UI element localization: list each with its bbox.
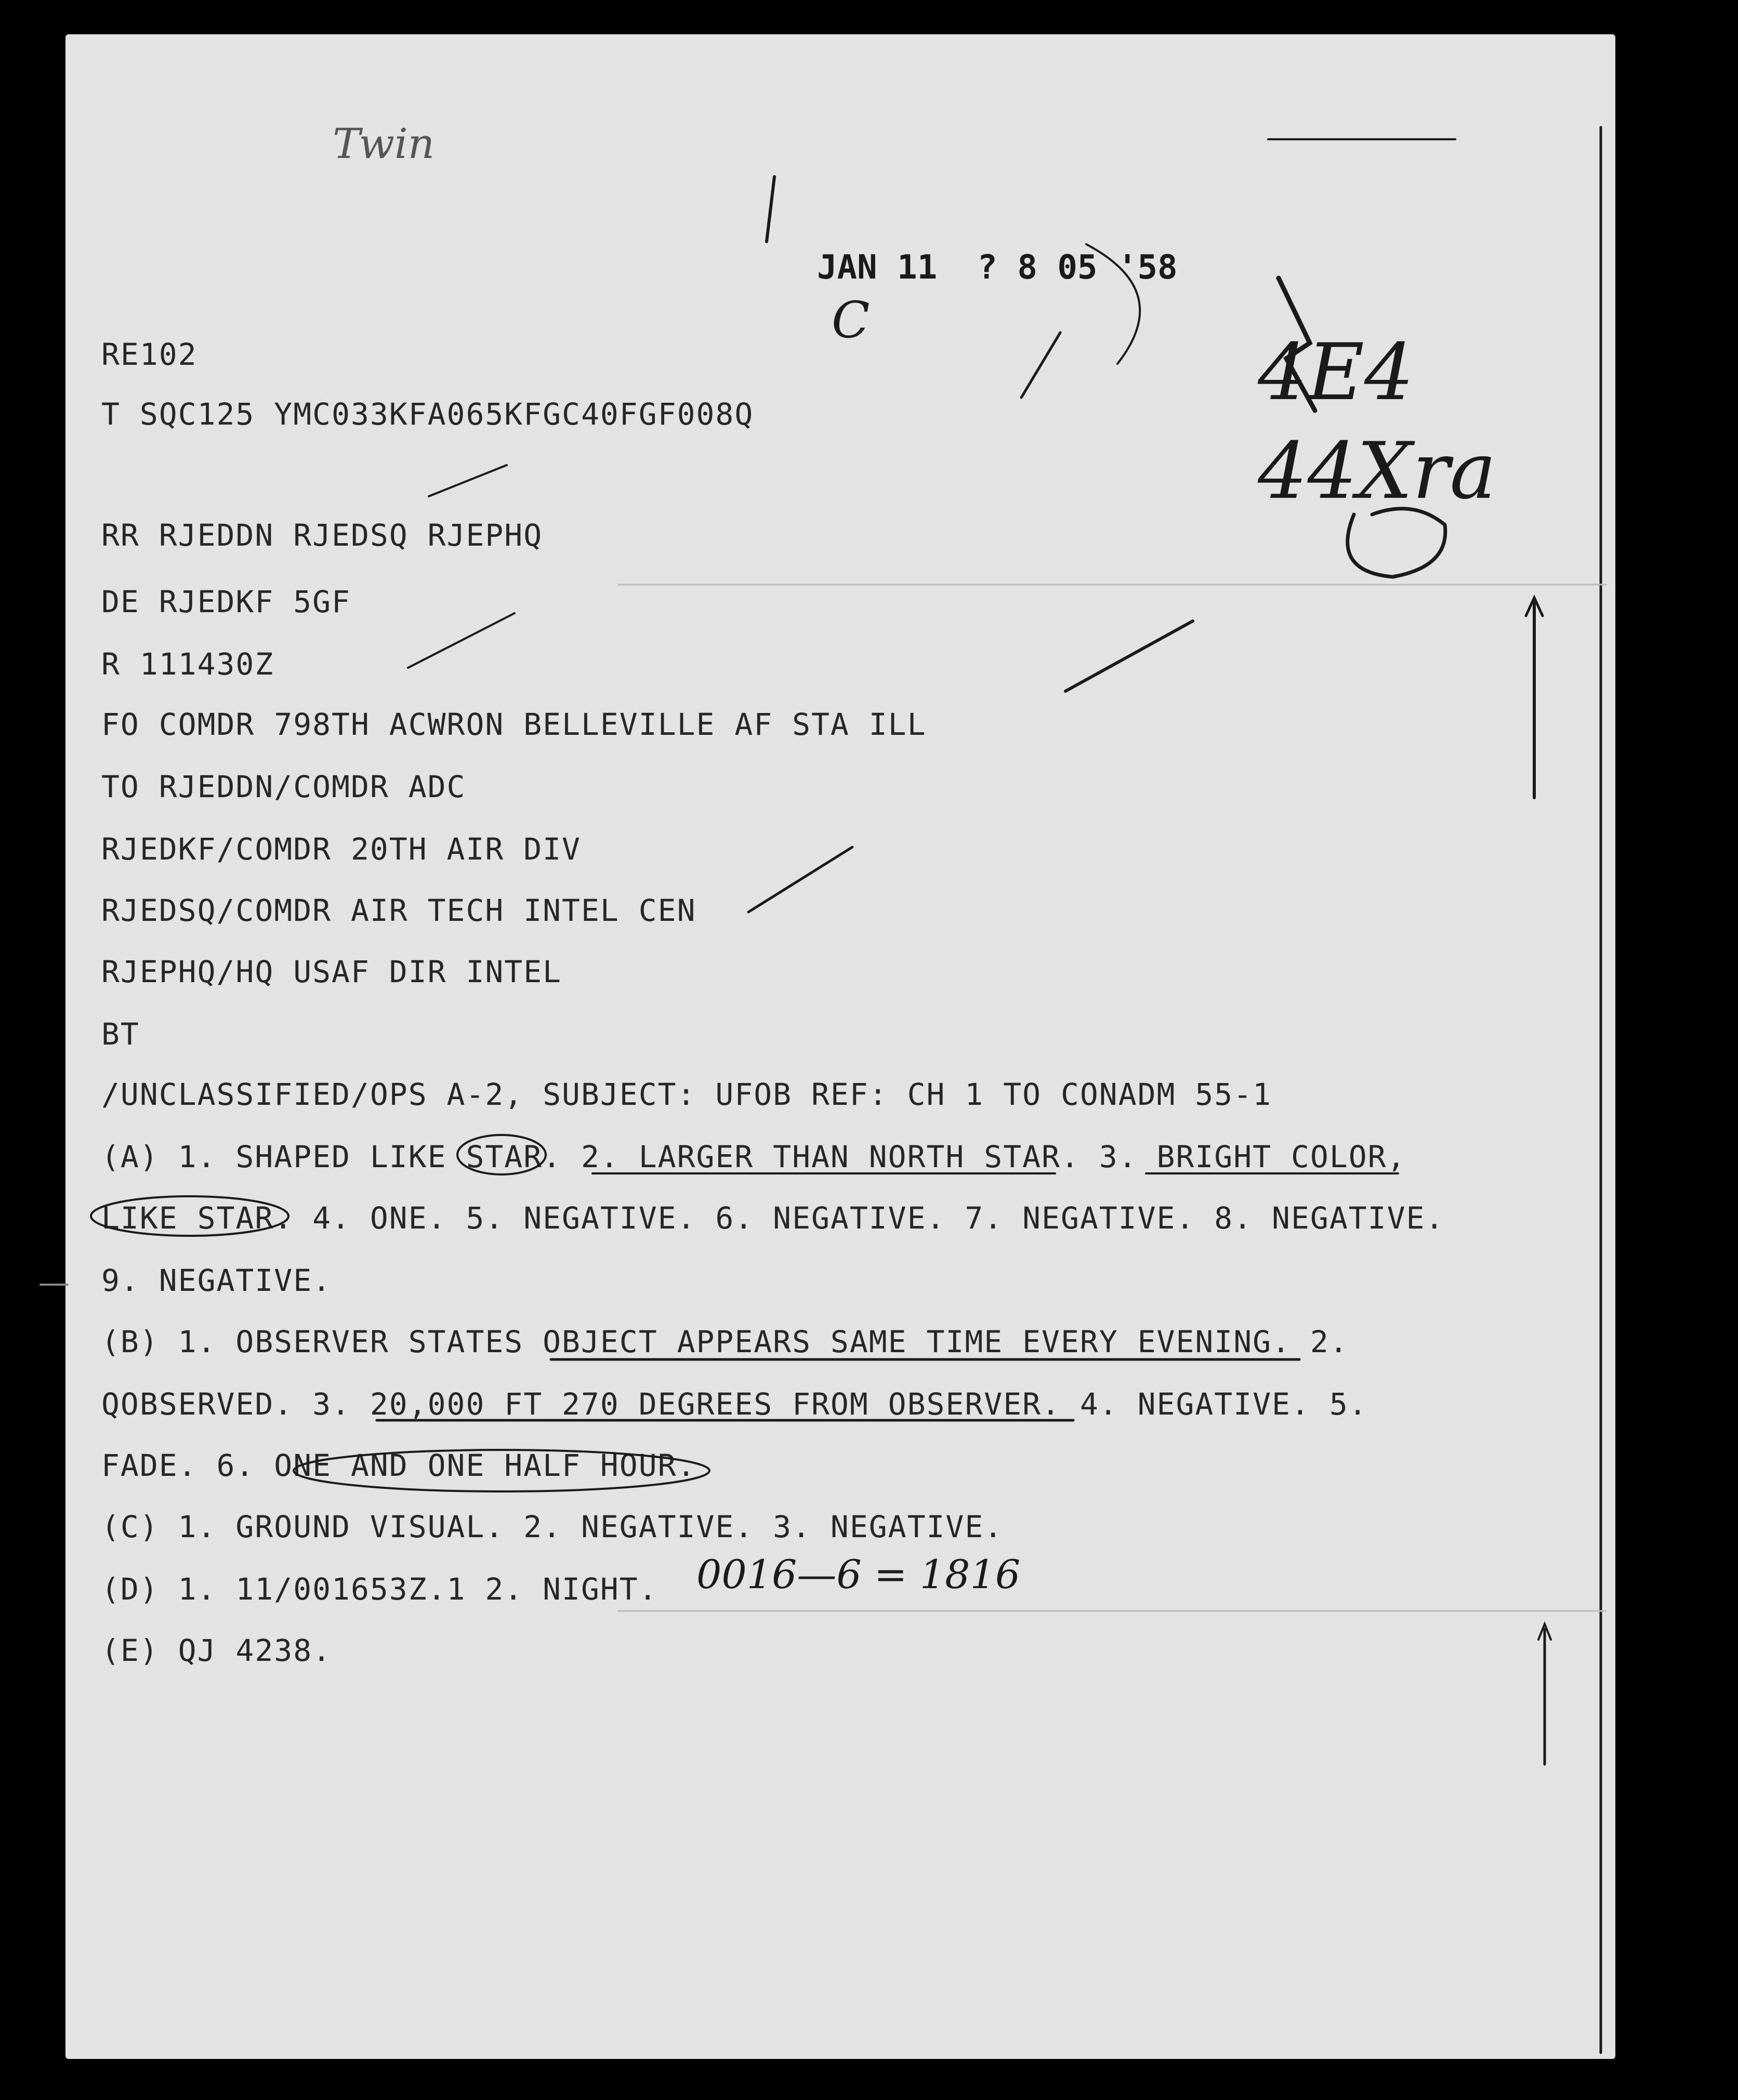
routing-line: RJEDKF/COMDR 20TH AIR DIV bbox=[101, 831, 581, 867]
margin-code: 4E4 bbox=[1258, 327, 1414, 418]
transmission-line: T SQC125 YMC033KFA065KFGC40FGF008Q bbox=[101, 397, 754, 432]
received-stamp: JAN 11 ? 8 05 '58 bbox=[817, 248, 1178, 287]
routing-line: RJEPHQ/HQ USAF DIR INTEL bbox=[101, 954, 562, 989]
message-id: RE102 bbox=[101, 337, 198, 372]
body-line: (C) 1. GROUND VISUAL. 2. NEGATIVE. 3. NEGATIVE. bbox=[101, 1509, 1004, 1544]
body-line: LIKE STAR. 4. ONE. 5. NEGATIVE. 6. NEGATIVE. 7. NEGATIVE. 8. NEGATIVE. bbox=[101, 1200, 1445, 1236]
routing-line: RR RJEDDN RJEDSQ RJEPHQ bbox=[101, 518, 543, 553]
body-line: QOBSERVED. 3. 20,000 FT 270 DEGREES FROM OBSERVER. 4. NEGATIVE. 5. bbox=[101, 1386, 1368, 1422]
break-line: BT bbox=[101, 1016, 140, 1052]
body-line: (E) QJ 4238. bbox=[101, 1633, 332, 1668]
routing-line: DE RJEDKF 5GF bbox=[101, 584, 351, 619]
margin-code-2: 44Xra bbox=[1258, 426, 1496, 517]
time-calculation: 0016—6 = 1816 bbox=[696, 1551, 1021, 1597]
handwritten-c: C bbox=[832, 291, 870, 349]
body-line: 9. NEGATIVE. bbox=[101, 1263, 332, 1298]
handwritten-scrawl: Twin bbox=[333, 120, 435, 168]
body-line: (D) 1. 11/001653Z.1 2. NIGHT. bbox=[101, 1571, 658, 1607]
routing-line: FO COMDR 798TH ACWRON BELLEVILLE AF STA ILL bbox=[101, 707, 927, 742]
routing-line: RJEDSQ/COMDR AIR TECH INTEL CEN bbox=[101, 893, 696, 928]
routing-line: R 111430Z bbox=[101, 646, 274, 682]
subject-line: /UNCLASSIFIED/OPS A-2, SUBJECT: UFOB REF: CH 1 TO CONADM 55-1 bbox=[101, 1077, 1272, 1112]
body-line: (A) 1. SHAPED LIKE STAR. 2. LARGER THAN NORTH STAR. 3. BRIGHT COLOR, bbox=[101, 1139, 1406, 1174]
routing-line: TO RJEDDN/COMDR ADC bbox=[101, 769, 466, 804]
body-line: (B) 1. OBSERVER STATES OBJECT APPEARS SAME TIME EVERY EVENING. 2. bbox=[101, 1324, 1349, 1359]
body-line: FADE. 6. ONE AND ONE HALF HOUR. bbox=[101, 1448, 696, 1483]
